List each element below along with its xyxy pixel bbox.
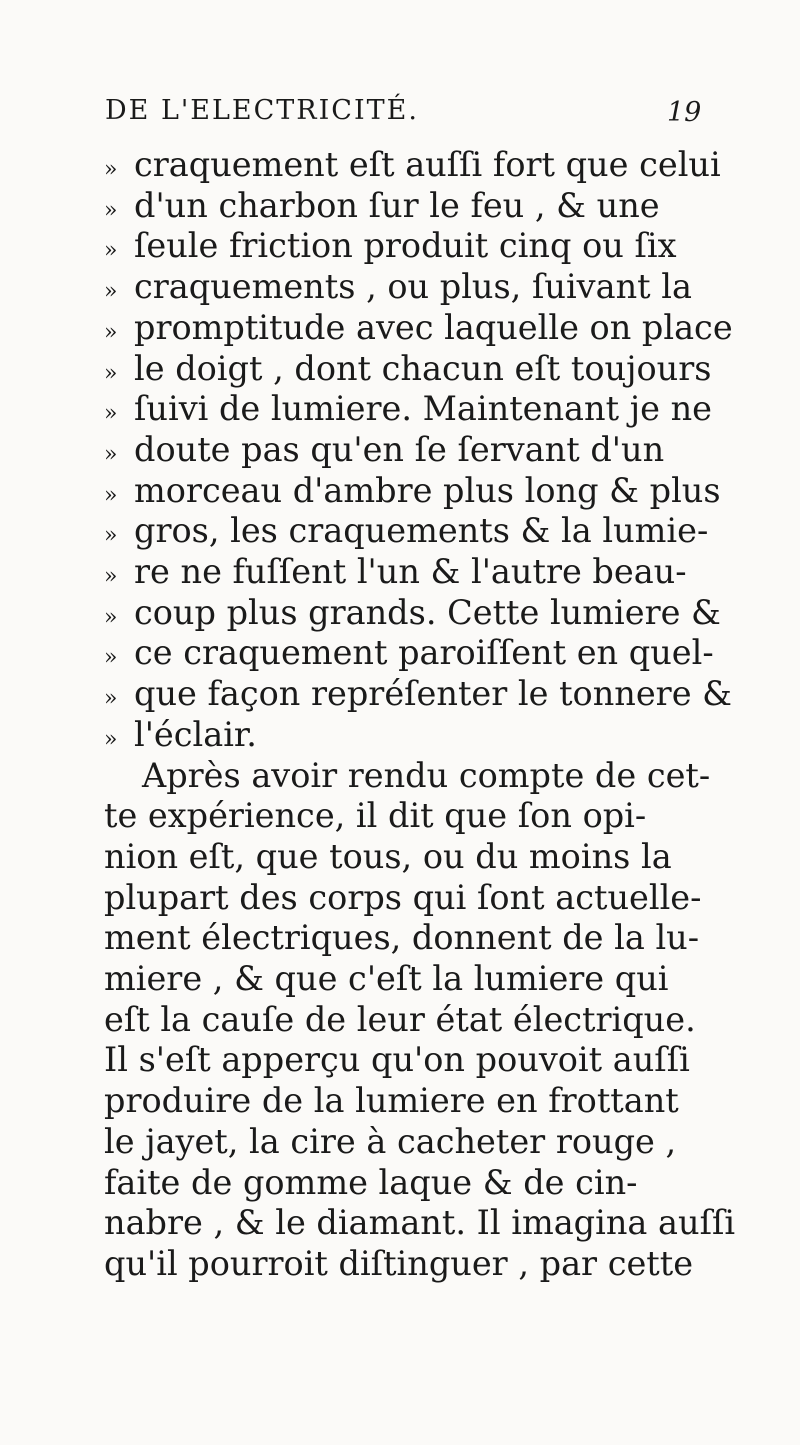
quote-mark: » xyxy=(104,157,118,182)
running-head xyxy=(105,95,705,135)
text-line xyxy=(104,145,721,190)
line-text: te expérience, il dit que ſon opi- xyxy=(104,796,647,836)
text-line xyxy=(104,1081,679,1121)
line-text: faite de gomme laque & de cin- xyxy=(104,1162,638,1202)
text-line xyxy=(104,552,687,597)
line-text: doute pas qu'en ſe ſervant d'un xyxy=(134,429,665,469)
text-line xyxy=(104,186,660,231)
line-text: gros, les craquements & la lumie- xyxy=(134,511,709,551)
text-line xyxy=(104,959,669,999)
text-line xyxy=(104,226,676,271)
quote-mark: » xyxy=(104,645,118,671)
quote-mark: » xyxy=(104,279,118,305)
line-text: craquements , ou plus, ſuivant la xyxy=(134,267,692,307)
line-text: plupart des corps qui ſont actuelle- xyxy=(104,877,702,917)
page-number: 19 xyxy=(667,97,702,128)
quote-mark: » xyxy=(104,604,118,630)
quote-mark: » xyxy=(104,726,118,752)
text-line xyxy=(104,633,714,678)
quote-mark: » xyxy=(104,319,118,345)
line-text: ſeule friction produit cinq ou ſix xyxy=(134,226,677,266)
line-text: Il s'eſt apperçu qu'on pouvoit auſſi xyxy=(104,1040,690,1080)
quote-mark: » xyxy=(104,686,118,712)
text-line xyxy=(104,1203,735,1243)
text-line xyxy=(104,715,257,760)
quote-mark: » xyxy=(104,564,118,589)
text-line xyxy=(104,471,721,516)
line-text: coup plus grands. Cette lumiere & xyxy=(134,592,721,632)
text-line xyxy=(104,878,701,918)
line-text: re ne fuſſent l'un & l'autre beau- xyxy=(134,552,687,591)
text-line xyxy=(104,430,664,475)
line-text: le doigt , dont chacun eſt toujours xyxy=(134,348,712,388)
text-line xyxy=(104,511,708,556)
line-text: d'un charbon ſur le feu , & une xyxy=(134,185,660,225)
running-title: DE L'ELECTRICITÉ. xyxy=(105,95,419,126)
line-text: que façon repréſenter le tonnere & xyxy=(134,674,732,714)
line-text: le jayet, la cire à cacheter rouge , xyxy=(104,1121,677,1161)
text-line xyxy=(104,349,711,394)
text-line xyxy=(104,308,733,353)
text-line xyxy=(104,1040,690,1080)
text-line xyxy=(104,674,732,719)
line-text: l'éclair. xyxy=(134,714,257,754)
line-text: ce craquement paroiſſent en quel- xyxy=(134,633,714,673)
line-text: qu'il pourroit diſtinguer , par cette xyxy=(104,1243,694,1283)
text-line xyxy=(104,756,710,796)
line-text: nion eſt, que tous, ou du moins la xyxy=(104,836,672,876)
text-line xyxy=(104,593,721,638)
line-text: eſt la cauſe de leur état électrique. xyxy=(104,999,696,1039)
quote-mark: » xyxy=(104,523,118,549)
text-line xyxy=(104,1163,638,1203)
quote-mark: » xyxy=(104,197,118,223)
line-text: Après avoir rendu compte de cet- xyxy=(142,755,711,795)
text-line xyxy=(104,1000,696,1040)
text-line xyxy=(104,267,692,312)
line-text: promptitude avec laquelle on place xyxy=(134,307,733,347)
quote-mark: » xyxy=(104,441,118,467)
line-text: craquement eſt auſſi fort que celui xyxy=(134,145,721,184)
text-line xyxy=(104,918,699,958)
text-line xyxy=(104,1122,676,1162)
text-line xyxy=(104,837,672,877)
quote-mark: » xyxy=(104,482,118,508)
line-text: produire de la lumiere en frottant xyxy=(104,1081,679,1121)
quote-mark: » xyxy=(104,401,118,427)
line-text: ſuivi de lumiere. Maintenant je ne xyxy=(134,389,712,429)
text-line xyxy=(104,389,712,434)
text-line xyxy=(104,1244,693,1284)
quote-mark: » xyxy=(104,238,118,264)
line-text: morceau d'ambre plus long & plus xyxy=(134,470,721,510)
line-text: miere , & que c'eſt la lumiere qui xyxy=(104,959,669,998)
quote-mark: » xyxy=(104,360,118,386)
line-text: nabre , & le diamant. Il imagina auſſi xyxy=(104,1203,736,1243)
text-line xyxy=(104,796,646,836)
line-text: ment électriques, donnent de la lu- xyxy=(104,918,700,958)
